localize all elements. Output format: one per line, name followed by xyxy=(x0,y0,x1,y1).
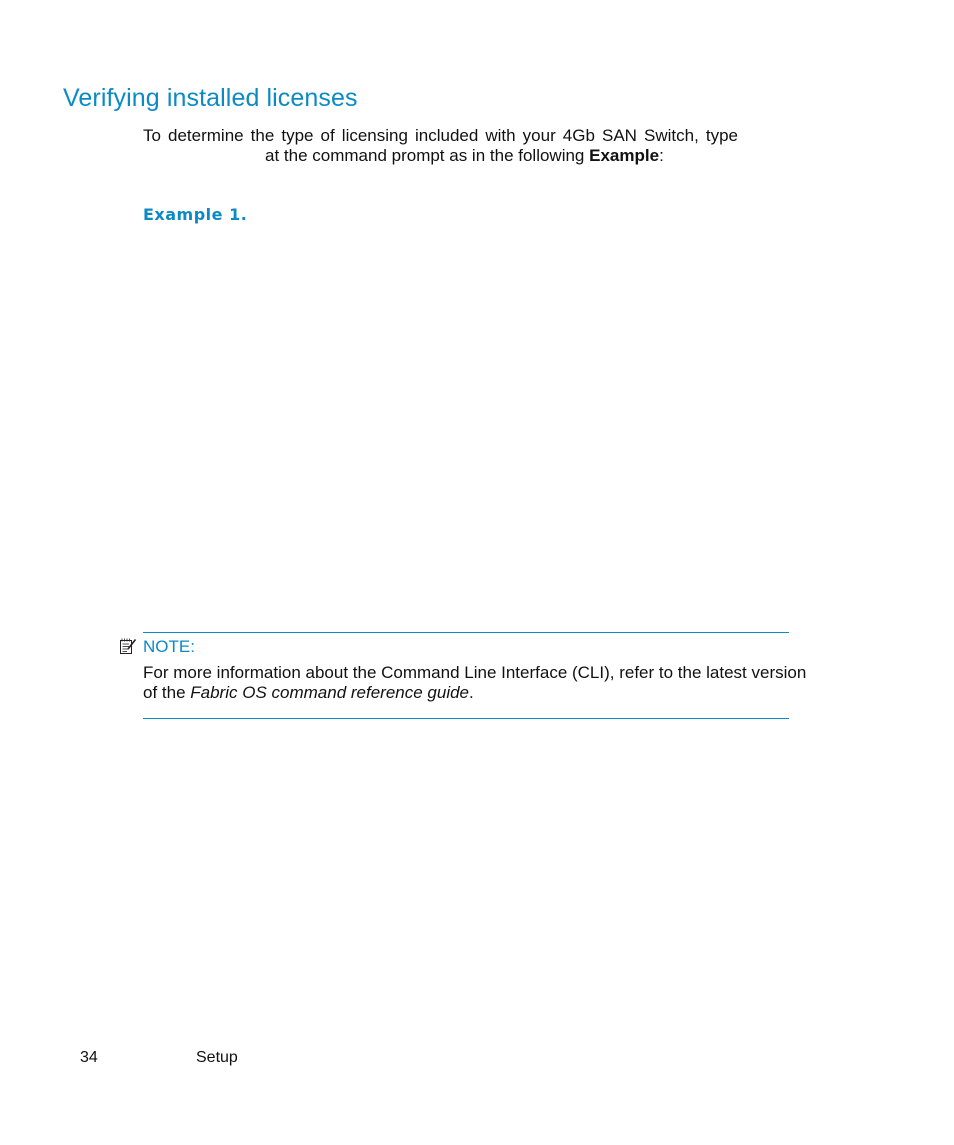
intro-line-2-prefix: at the command prompt as in the following xyxy=(265,146,590,165)
note-line-2-prefix: of the xyxy=(143,683,191,702)
note-box xyxy=(117,632,807,720)
note-pad-icon xyxy=(119,637,137,655)
intro-paragraph-line-1: To determine the type of licensing included with your 4Gb SAN Switch, type xyxy=(143,126,738,145)
example-label: Example 1. xyxy=(143,205,248,224)
note-top-rule xyxy=(143,632,789,633)
note-body-line-1: For more information about the Command Line Interface (CLI), refer to the latest version xyxy=(143,663,807,682)
footer-page-number: 34 xyxy=(80,1049,98,1066)
footer-section-name: Setup xyxy=(196,1049,238,1066)
section-title: Verifying installed licenses xyxy=(63,84,358,112)
note-body-line-2 xyxy=(143,683,474,703)
example-reference: Example xyxy=(589,146,660,165)
note-heading: NOTE: xyxy=(143,637,195,656)
reference-guide-title: Fabric OS command reference guide xyxy=(190,683,470,702)
intro-paragraph-line-2 xyxy=(265,146,664,166)
intro-line-2-suffix: : xyxy=(659,146,664,165)
note-bottom-rule xyxy=(143,718,789,719)
note-line-2-suffix: . xyxy=(469,683,474,702)
